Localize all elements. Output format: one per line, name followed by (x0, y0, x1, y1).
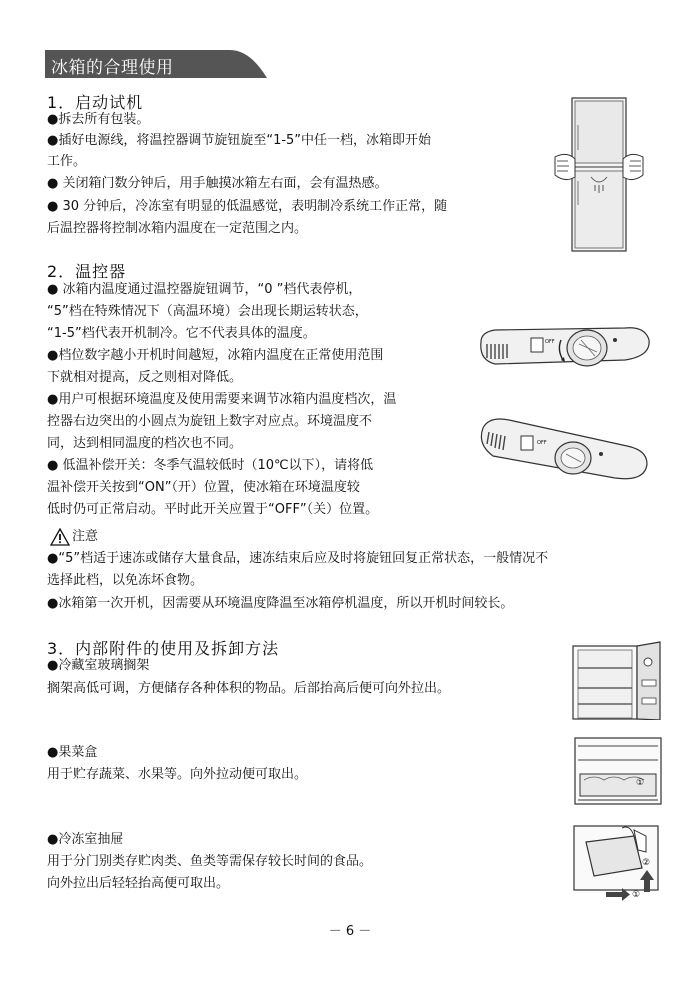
banner-title: 冰箱的合理使用 (51, 58, 174, 78)
accessory-desc: 搁架高低可调，方便储存各种体积的物品。后部抬高后便可向外拉出。 (47, 681, 451, 696)
section1-line: 后温控器将控制冰箱内温度在一定范围之内。 (47, 221, 308, 236)
section2-line: 下就相对提高，反之则相对降低。 (47, 370, 243, 385)
section2-line: 低时仍可正常启动。平时此开关应置于“OFF”（关）位置。 (47, 502, 379, 517)
notice-line: ●冰箱第一次开机，因需要从环境温度降温至冰箱停机温度，所以开机时间较长。 (47, 596, 514, 611)
section3-heading: 3．内部附件的使用及拆卸方法 (47, 639, 280, 658)
thermostat-off-label: OFF (545, 339, 555, 345)
section1-line: ●插好电源线，将温控器调节旋钮旋至“1-5”中任一档，冰箱即开始 (47, 133, 432, 148)
thermostat-illustration-1 (475, 320, 655, 382)
section2-line: 同，达到相同温度的档次也不同。 (47, 436, 243, 451)
drawer-step-1-label: ① (632, 890, 641, 900)
section1-line: ● 关闭箱门数分钟后，用手触摸冰箱左右面，会有温热感。 (47, 176, 388, 191)
section2-line: “1-5”档代表开机制冷。它不代表具体的温度。 (47, 326, 316, 341)
section2-heading: 2．温控器 (47, 262, 127, 281)
section2-line: 温补偿开关按到“ON”（开）位置，使冰箱在环境温度较 (47, 480, 360, 495)
drawer-step-2-label: ② (642, 858, 651, 868)
section2-line: ●档位数字越小开机时间越短，冰箱内温度在正常使用范围 (47, 348, 384, 363)
page-number: － 6 － (328, 924, 372, 939)
accessory-title: ●冷藏室玻璃搁架 (47, 658, 150, 673)
section2-line: 控器右边突出的小圆点为旋钮上数字对应点。环境温度不 (47, 414, 373, 429)
accessory-desc: 用于贮存蔬菜、水果等。向外拉动便可取出。 (47, 767, 308, 782)
section2-line: ●用户可根据环境温度及使用需要来调节冰箱内温度档次，温 (47, 392, 397, 407)
notice-label: 注意 (72, 529, 99, 544)
notice-line: ●“5”档适于速冻或储存大量食品，速冻结束后应及时将旋钮回复正常状态，一般情况不 (47, 551, 549, 566)
notice-line: 选择此档，以免冻坏食物。 (47, 573, 204, 588)
section1-line: 工作。 (47, 154, 87, 169)
accessory-title: ●果菜盒 (47, 745, 98, 760)
warning-icon (50, 528, 70, 550)
section1-heading: 1．启动试机 (47, 93, 144, 112)
freezer-drawer-illustration (572, 822, 662, 908)
crisper-illustration (574, 736, 664, 810)
accessory-desc: 用于分门别类存贮肉类、鱼类等需保存较长时间的食品。 (47, 854, 373, 869)
section1-line: ● 30 分钟后，冷冻室有明显的低温感觉，表明制冷系统工作正常，随 (47, 199, 448, 214)
crisper-step-label: ① (636, 778, 645, 788)
accessory-title: ●冷冻室抽屉 (47, 832, 124, 847)
thermostat-off-label: OFF (537, 440, 547, 446)
section2-line: ● 低温补偿开关：冬季气温较低时（10℃以下），请将低 (47, 458, 374, 473)
glass-shelf-illustration (572, 640, 662, 724)
refrigerator-illustration (535, 95, 665, 259)
section2-line: ● 冰箱内温度通过温控器旋钮调节，“0 ”档代表停机， (47, 282, 362, 297)
section1-line: ●拆去所有包装。 (47, 112, 150, 127)
accessory-desc: 向外拉出后轻轻抬高便可取出。 (47, 876, 230, 891)
section2-line: “5”档在特殊情况下（高温环境）会出现长期运转状态， (47, 304, 368, 319)
thermostat-illustration-2 (475, 412, 655, 491)
section-banner (45, 50, 267, 78)
